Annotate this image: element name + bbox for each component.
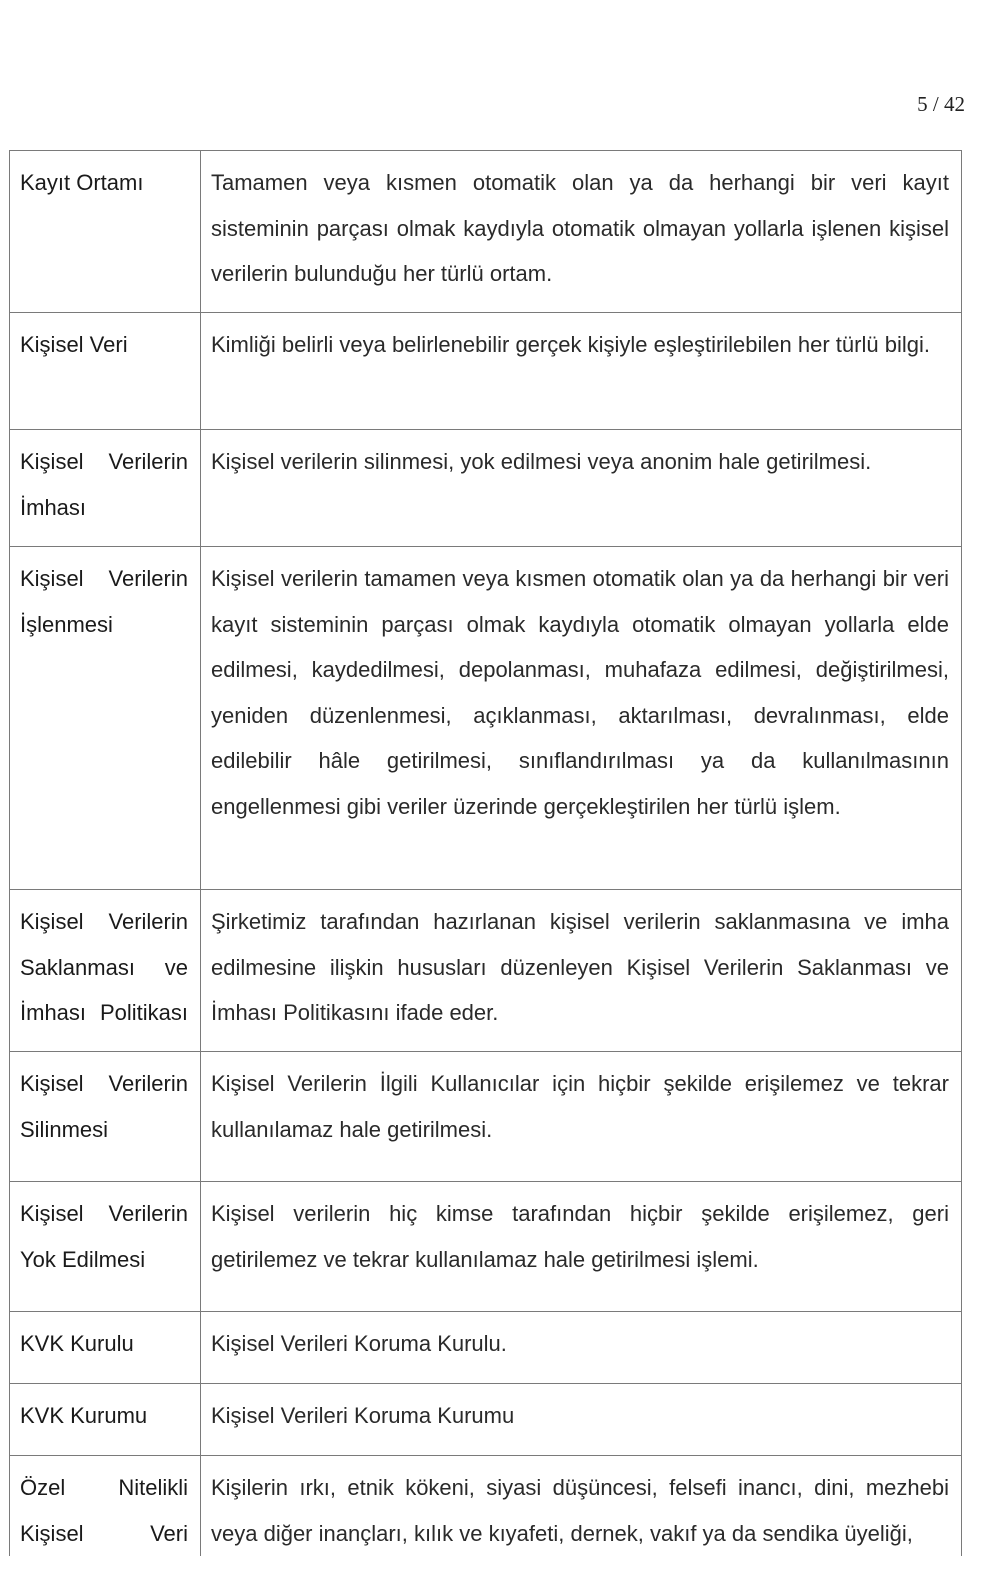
table-row bbox=[10, 890, 962, 1052]
term-cell: KVK Kurulu bbox=[10, 1312, 201, 1384]
definition-cell: Şirketimiz tarafından hazırlanan kişisel verilerin saklanmasına ve imha edilmesine ilişkin hususları düzenleyen Kişisel Verilerin Saklanması ve İmhası Politikasını ifade eder. bbox=[201, 890, 962, 1052]
definition-cell: Kişisel Verileri Koruma Kurumu bbox=[201, 1384, 962, 1456]
term-cell: Kayıt Ortamı bbox=[10, 151, 201, 313]
table-row bbox=[10, 151, 962, 313]
term-cell: Kişisel Verilerin Silinmesi bbox=[10, 1052, 201, 1182]
table-row bbox=[10, 1312, 962, 1384]
definition-cell: Kimliği belirli veya belirlenebilir gerçek kişiyle eşleştirilebilen her türlü bilgi. bbox=[201, 313, 962, 430]
definition-cell: Kişilerin ırkı, etnik kökeni, siyasi düşüncesi, felsefi inancı, dini, mezhebi veya diğer inançları, kılık ve kıyafeti, dernek, vakıf ya da sendika üyeliği, bbox=[201, 1456, 962, 1557]
definitions-table bbox=[9, 150, 962, 1556]
term-cell: Özel Nitelikli Kişisel Veri bbox=[10, 1456, 201, 1557]
term-cell: Kişisel Verilerin İşlenmesi bbox=[10, 547, 201, 890]
definition-cell: Kişisel Verileri Koruma Kurulu. bbox=[201, 1312, 962, 1384]
term-cell: Kişisel Verilerin Yok Edilmesi bbox=[10, 1182, 201, 1312]
table-row bbox=[10, 313, 962, 430]
table-row bbox=[10, 1052, 962, 1182]
table-row bbox=[10, 430, 962, 547]
term-cell: Kişisel Verilerin Saklanması ve İmhası Politikası bbox=[10, 890, 201, 1052]
term-cell: Kişisel Veri bbox=[10, 313, 201, 430]
table-row bbox=[10, 547, 962, 890]
definition-cell: Kişisel verilerin hiç kimse tarafından hiçbir şekilde erişilemez, geri getirilemez ve tekrar kullanılamaz hale getirilmesi işlemi. bbox=[201, 1182, 962, 1312]
definition-cell: Tamamen veya kısmen otomatik olan ya da herhangi bir veri kayıt sisteminin parçası olmak kaydıyla otomatik olmayan yollarla işlenen kişisel verilerin bulunduğu her türlü ortam. bbox=[201, 151, 962, 313]
definition-cell: Kişisel verilerin tamamen veya kısmen otomatik olan ya da herhangi bir veri kayıt sisteminin parçası olmak kaydıyla otomatik olmayan yollarla elde edilmesi, kaydedilmesi, depolanması, muhafaza edilmesi, değiştirilmesi, yeniden düzenlenmesi, açıklanması, aktarılması, devralınması, elde edilebilir hâle getirilmesi, sınıflandırılması ya da kullanılmasının engellenmesi gibi veriler üzerinde gerçekleştirilen her türlü işlem. bbox=[201, 547, 962, 890]
definition-cell: Kişisel Verilerin İlgili Kullanıcılar için hiçbir şekilde erişilemez ve tekrar kullanılamaz hale getirilmesi. bbox=[201, 1052, 962, 1182]
table-row bbox=[10, 1384, 962, 1456]
definition-cell: Kişisel verilerin silinmesi, yok edilmesi veya anonim hale getirilmesi. bbox=[201, 430, 962, 547]
page-number: 5 / 42 bbox=[917, 92, 965, 116]
table-row bbox=[10, 1456, 962, 1557]
term-cell: KVK Kurumu bbox=[10, 1384, 201, 1456]
term-cell: Kişisel Verilerin İmhası bbox=[10, 430, 201, 547]
table-row bbox=[10, 1182, 962, 1312]
